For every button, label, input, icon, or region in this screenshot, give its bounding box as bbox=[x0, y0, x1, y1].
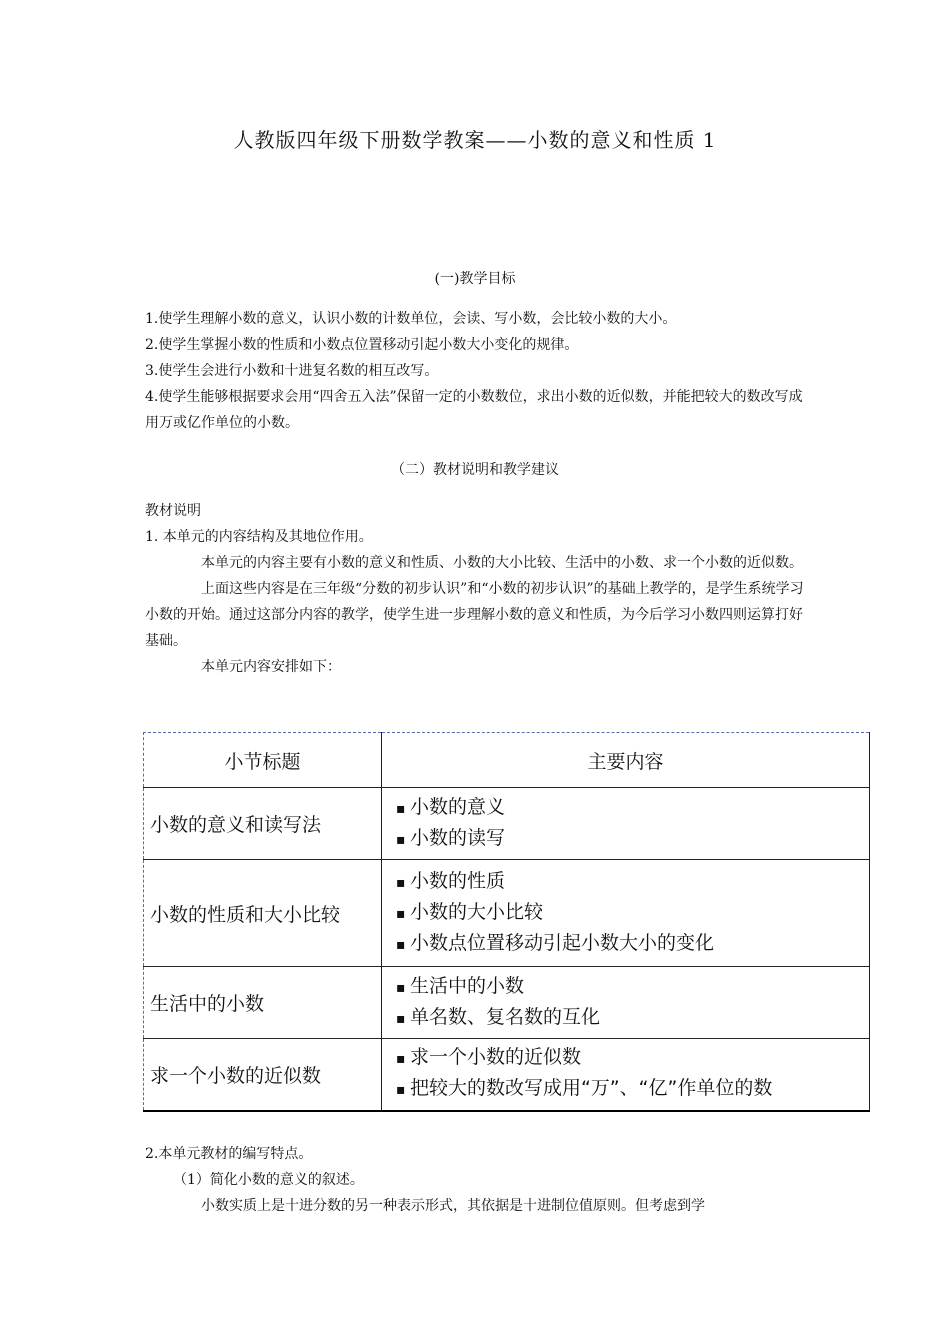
list-item: ▪ 小数的性质 bbox=[396, 867, 868, 898]
goal-item: 2.使学生掌握小数的性质和小数点位置移动引起小数大小变化的规律。 bbox=[145, 337, 579, 353]
row-title: 生活中的小数 bbox=[144, 967, 382, 1039]
table-row bbox=[144, 1039, 870, 1111]
paragraph: 上面这些内容是在三年级“分数的初步认识”和“小数的初步认识”的基础上教学的，是学生系统学习小数的开始。通过这部分内容的教学，使学生进一步理解小数的意义和性质，为今后学习小数四则运算打好基础。 bbox=[145, 581, 804, 649]
section-heading-goals: (一)教学目标 bbox=[434, 271, 516, 287]
list-item: ▪ 小数的大小比较 bbox=[396, 898, 868, 929]
table-row bbox=[144, 860, 870, 967]
goal-item: 1.使学生理解小数的意义，认识小数的计数单位，会读、写小数，会比较小数的大小。 bbox=[145, 311, 677, 327]
list-item: ▪ 把较大的数改写成用“万”、“亿”作单位的数 bbox=[396, 1074, 868, 1105]
row-content bbox=[382, 1039, 870, 1111]
point-heading: 2.本单元教材的编写特点。 bbox=[145, 1146, 313, 1162]
row-title: 小数的意义和读写法 bbox=[144, 788, 382, 860]
section-heading-materials: （二）教材说明和教学建议 bbox=[391, 462, 559, 478]
row-title: 求一个小数的近似数 bbox=[144, 1039, 382, 1111]
row-content bbox=[382, 967, 870, 1039]
list-item: ▪ 单名数、复名数的互化 bbox=[396, 1003, 868, 1034]
goal-item: 3.使学生会进行小数和十进复名数的相互改写。 bbox=[145, 363, 439, 379]
subheading: （1）简化小数的意义的叙述。 bbox=[173, 1172, 364, 1188]
paragraph: 小数实质上是十进分数的另一种表示形式，其依据是十进制位值原则。但考虑到学 bbox=[201, 1198, 705, 1214]
table-header-content: 主要内容 bbox=[382, 733, 870, 788]
goal-list bbox=[145, 306, 805, 436]
row-content bbox=[382, 860, 870, 967]
table-row bbox=[144, 788, 870, 860]
row-content bbox=[382, 788, 870, 860]
table-row bbox=[144, 967, 870, 1039]
document-title: 人教版四年级下册数学教案——小数的意义和性质 1 bbox=[233, 128, 717, 152]
point-heading: 1. 本单元的内容结构及其地位作用。 bbox=[145, 529, 373, 545]
content-table bbox=[143, 732, 870, 1109]
paragraph: 本单元内容安排如下： bbox=[201, 659, 341, 675]
materials-text bbox=[145, 498, 805, 680]
features-text bbox=[145, 1141, 805, 1219]
goal-item: 4.使学生能够根据要求会用“四舍五入法”保留一定的小数数位，求出小数的近似数，并能把较大的数改写成用万或亿作单位的小数。 bbox=[145, 389, 803, 431]
table-header-title: 小节标题 bbox=[144, 733, 382, 788]
list-item: ▪ 求一个小数的近似数 bbox=[396, 1043, 868, 1074]
paragraph: 本单元的内容主要有小数的意义和性质、小数的大小比较、生活中的小数、求一个小数的近似数。 bbox=[201, 555, 803, 571]
subheading: 教材说明 bbox=[145, 503, 201, 519]
list-item: ▪ 小数点位置移动引起小数大小的变化 bbox=[396, 929, 868, 960]
list-item: ▪ 小数的读写 bbox=[396, 824, 868, 855]
row-title: 小数的性质和大小比较 bbox=[144, 860, 382, 967]
list-item: ▪ 小数的意义 bbox=[396, 793, 868, 824]
list-item: ▪ 生活中的小数 bbox=[396, 972, 868, 1003]
